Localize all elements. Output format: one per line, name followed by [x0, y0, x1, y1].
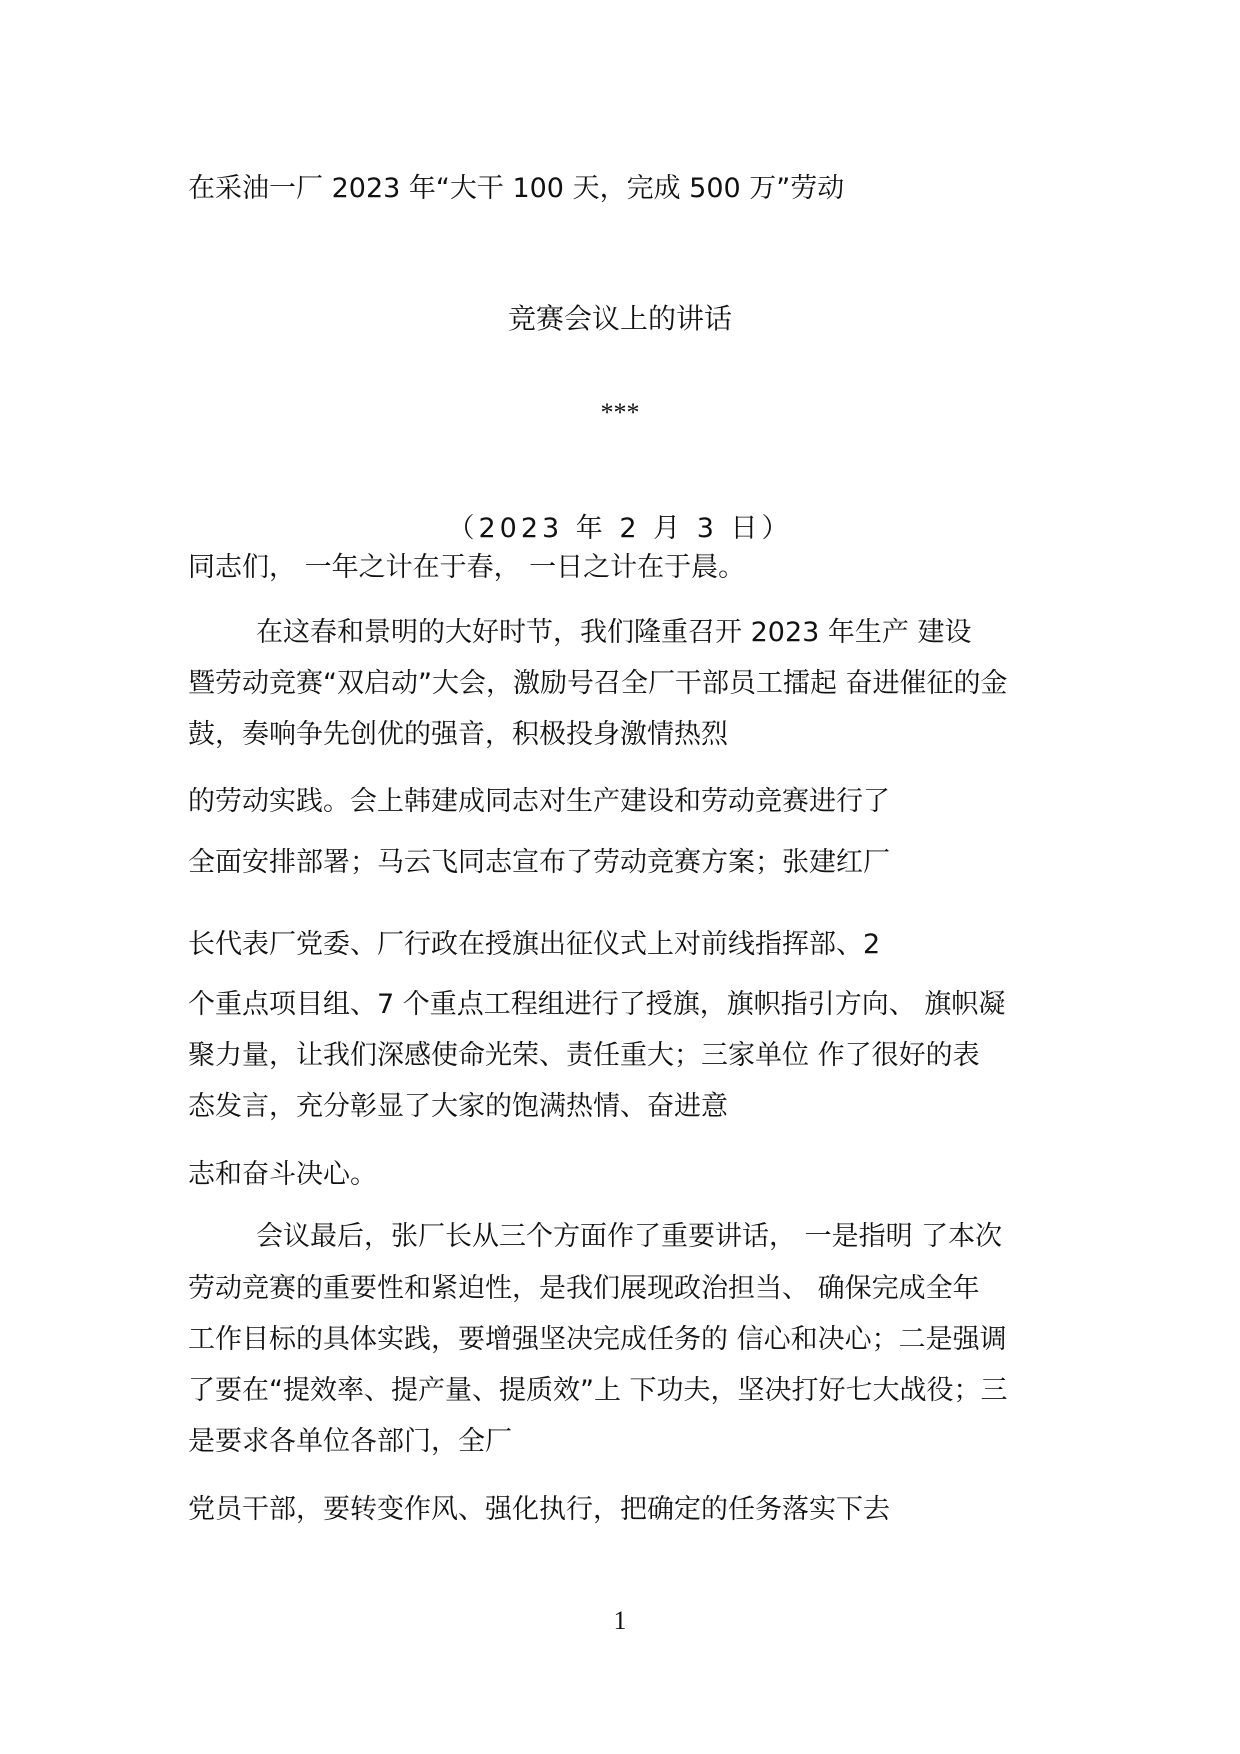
- title-line-2: 竞赛会议上的讲话: [507, 302, 732, 335]
- body-line: 长代表厂党委、厂行政在授旗出征仪式上对前线指挥部、2: [188, 929, 881, 960]
- body-line: 志和奋斗决心。: [188, 1159, 377, 1190]
- body-line: 态发言，充分彰显了大家的饱满热情、奋进意: [188, 1091, 728, 1122]
- body-line: 个重点项目组、7 个重点工程组进行了授旗，旗帜指引方向、 旗帜凝: [188, 989, 1006, 1020]
- body-line: 聚力量，让我们深感使命光荣、责任重大；三家单位 作了很好的表: [188, 1040, 980, 1071]
- title-line-1: 在采油一厂 2023 年“大干 100 天，完成 500 万”劳动: [188, 173, 845, 204]
- body-line: 同志们， 一年之计在于春， 一日之计在于晨。: [188, 552, 746, 583]
- body-line: 党员干部，要转变作风、强化执行，把确定的任务落实下去: [188, 1494, 890, 1525]
- page-number: 1: [613, 1606, 627, 1635]
- body-line: 在这春和景明的大好时节，我们隆重召开 2023 年生产 建设: [256, 617, 972, 648]
- body-line: 鼓，奏响争先创优的强音，积极投身激情热烈: [188, 719, 728, 750]
- body-line: 会议最后，张厂长从三个方面作了重要讲话， 一是指明 了本次: [256, 1221, 1003, 1252]
- body-line: 劳动竞赛的重要性和紧迫性，是我们展现政治担当、 确保完成全年: [188, 1273, 980, 1304]
- body-line: 的劳动实践。会上韩建成同志对生产建设和劳动竞赛进行了: [188, 786, 890, 817]
- body-line: 暨劳动竞赛“双启动”大会，激励号召全厂干部员工擂起 奋进催征的金: [188, 668, 1008, 699]
- date: （2023 年 2 月 3 日）: [447, 513, 793, 544]
- body-line: 是要求各单位各部门，全厂: [188, 1426, 512, 1457]
- author: ***: [600, 398, 640, 427]
- body-line: 工作目标的具体实践，要增强坚决完成任务的 信心和决心；二是强调: [188, 1324, 1007, 1355]
- body-line: 了要在“提效率、提产量、提质效”上 下功夫，坚决打好七大战役；三: [188, 1375, 1008, 1406]
- body-line: 全面安排部署；马云飞同志宣布了劳动竞赛方案；张建红厂: [188, 847, 890, 878]
